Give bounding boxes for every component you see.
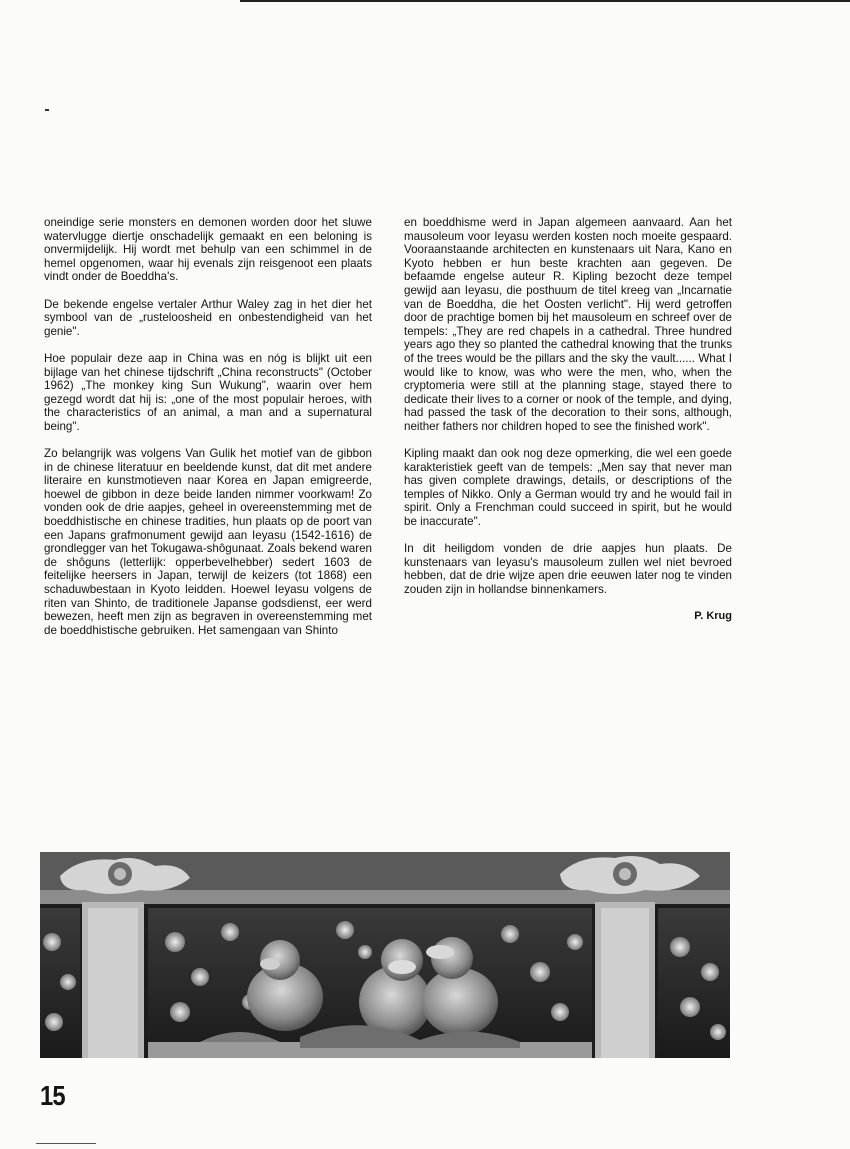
left-text-column bbox=[44, 216, 372, 651]
left-paragraph: Zo belangrijk was volgens Van Gulik het motief van de gibbon in de chinese literatuur en beeldende kunst, dat dit met andere literaire en kunstmotieven naar Korea en Japan emigreerde, hoewel de gibbon in deze beide landen nimmer voorkwam! Zo vonden ook de drie aapjes, geheel in overeenstemming met de boeddhistische en chinese tradities, hun plaats op de poort van een Japans grafmonument gewijd aan Ieyasu (1542-1616) de grondlegger van het Tokugawa-shôgunaat. Zoals bekend waren de shôguns (letterlijk: opperbevelhebber) sedert 1603 de feitelijke heersers in Japan, terwijl de keizers (tot 1868) een schaduwbestaan in Kyoto leidden. Hoewel Ieyasu volgens de riten van Shinto, de traditionele Japanse godsdienst, eer werd bewezen, heeft men zijn as begraven in overeenstemming met de boeddhistische gebruiken. Het samengaan van Shinto bbox=[44, 447, 372, 637]
left-paragraph: oneindige serie monsters en demonen worden door het sluwe watervlugge diertje onschadelijk gemaakt en een beloning is onvermijdelijk. Hij wordt met behulp van een schimmel in de hemel opgenomen, waar hij evenals zijn reisgenoot een plaats vindt onder de Boeddha's. bbox=[44, 216, 372, 284]
bottom-rule bbox=[36, 1143, 96, 1144]
temple-carving-photo bbox=[40, 852, 730, 1058]
left-paragraph: Hoe populair deze aap in China was en nóg is blijkt uit een bijlage van het chinese tijdschrift „China reconstructs" (October 1962) „The monkey king Sun Wukung", waarin over hem gezegd wordt dat hij is: „one of the most populair heroes, with the characteristics of an animal, a man and a supernatural being". bbox=[44, 351, 372, 433]
right-paragraph: In dit heiligdom vonden de drie aapjes hun plaats. De kunstenaars van Ieyasu's mausoleum zullen wel niet bevroed hebben, dat de drie wijze apen drie eeuwen later nog te vinden zouden zijn in hollandse binnenkamers. bbox=[404, 542, 732, 597]
right-paragraph: Kipling maakt dan ook nog deze opmerking, die wel een goede karakteristiek geeft van de tempels: „Men say that never man has given complete drawings, details, or descriptions of the temples of Nikko. Only a German would try and he would fail in spirit. Only a Frenchman could succeed in spirit, but he would be inaccurate". bbox=[404, 447, 732, 529]
right-paragraph: en boeddhisme werd in Japan algemeen aanvaard. Aan het mausoleum voor Ieyasu werden kosten noch moeite gespaard. Vooraanstaande architecten en kunstenaars uit Nara, Kano en Kyoto hebben er hun beste krachten aan gegeven. De befaamde engelse auteur R. Kipling bezocht deze tempel gewijd aan Ieyasu, die posthuum de titel kreeg van „Incarnatie van de Boeddha, die het Oosten verlicht". Hij werd getroffen door de prachtige bomen bij het mausoleum en schreef over de tempels: „They are red chapels in a cathedral. Three hundred years ago they so planted the cathedral knowing that the trunks of the trees would be the pillars and the sky the vault...... What I would like to know, was who were the men, who, when the cryptomeria were still at the planning stage, stayed there to dedicate their lives to a corner or nook of the temple, and dying, had passed the task of the decoration to their sons, although, neither fathers nor children hoped to see the finished work". bbox=[404, 216, 732, 433]
carving-illustration bbox=[40, 852, 730, 1058]
author-signature: P. Krug bbox=[694, 610, 732, 623]
page-number: 15 bbox=[40, 1080, 65, 1111]
print-speck bbox=[45, 109, 49, 111]
right-text-column bbox=[404, 216, 732, 624]
top-rule bbox=[240, 0, 850, 2]
left-paragraph: De bekende engelse vertaler Arthur Waley zag in het dier het symbool van de „rusteloosheid en onbestendigheid van het genie". bbox=[44, 297, 372, 338]
